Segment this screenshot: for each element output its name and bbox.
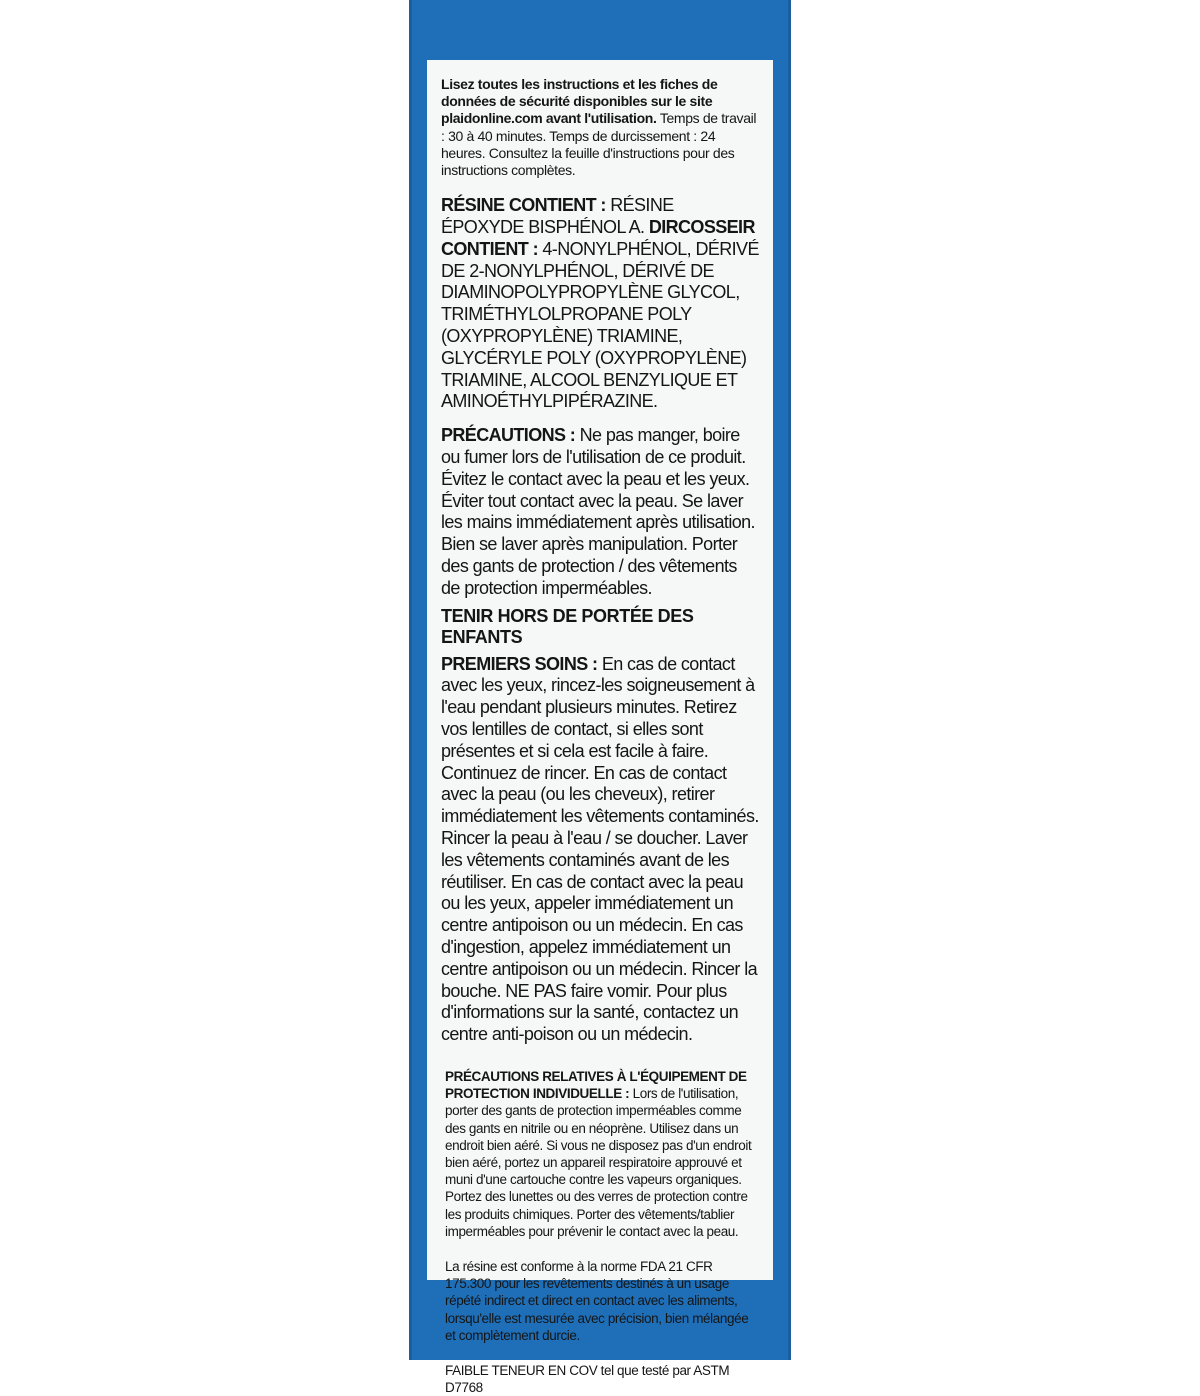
first-aid-label: PREMIERS SOINS : <box>441 653 598 674</box>
hardener-label: DIRCOSSEIR CONTIENT : <box>441 217 755 259</box>
precautions-text: Ne pas manger, boire ou fumer lors de l'utilisation de ce produit. Évitez le contact avec la peau et les yeux. Éviter tout contact avec la peau. Se laver les mains immédiatement après utilisation. Bien se laver après manipulation. Porter des gants de protection / des vêtements de protection imperméables. <box>441 425 755 598</box>
precautions-paragraph <box>441 425 759 599</box>
intro-text: Temps de travail : 30 à 40 minutes. Temps de durcissement : 24 heures. Consultez la feuille d'instructions pour des instructions complètes. <box>441 110 757 179</box>
resin-label: RÉSINE CONTIENT : <box>441 195 606 216</box>
ppe-paragraph <box>441 1068 759 1240</box>
intro-paragraph <box>441 76 759 179</box>
precautions-label: PRÉCAUTIONS : <box>441 425 576 446</box>
composition-paragraph <box>441 195 759 413</box>
voc-note: FAIBLE TENEUR EN COV tel que testé par ASTM D7768 <box>445 1362 730 1396</box>
ppe-label: PRÉCAUTIONS RELATIVES À L'ÉQUIPEMENT DE PROTECTION INDIVIDUELLE : <box>445 1068 747 1102</box>
ppe-text: Lors de l'utilisation, porter des gants de protection imperméables comme des gants en nitrile ou en néoprène. Utilisez dans un endroit bien aéré. Si vous ne disposez pas d'un endroit bien aéré, portez un appareil respiratoire approuvé et muni d'une cartouche contre les vapeurs organiques. Portez des lunettes ou des verres de protection contre les produits chimiques. Porter des vêtements/tablier imperméables pour prévenir le contact avec la peau. <box>445 1086 752 1239</box>
intro-bold: Lisez toutes les instructions et les fiches de données de sécurité disponibles sur le site plaidonline.com avant l'utilisation. <box>441 76 718 127</box>
first-aid-paragraph <box>441 654 759 1046</box>
fda-note: La résine est conforme à la norme FDA 21 CFR 175.300 pour les revêtements destinés à un usage répété indirect et direct en contact avec les aliments, lorsqu'elle est mesurée avec précision, bien mélangée et complètement durcie. <box>445 1258 749 1343</box>
resin-text: RÉSINE ÉPOXYDE BISPHÉNOL A. <box>441 195 674 238</box>
first-aid-text: En cas de contact avec les yeux, rincez-les soigneusement à l'eau pendant plusieurs minutes. Retirez vos lentilles de contact, si elles sont présentes et si cela est facile à faire. Continuez de rincer. En cas de contact avec la peau (ou les cheveux), retirer immédiatement les vêtements contaminés. Rincer la peau à l'eau / se doucher. Laver les vêtements contaminés avant de les réutiliser. En cas de contact avec la peau ou les yeux, appeler immédiatement un centre antipoison ou un médecin. En cas d'ingestion, appelez immédiatement un centre antipoison ou un médecin. Rincer la bouche. NE PAS faire vomir. Pour plus d'informations sur la santé, contactez un centre anti-poison ou un médecin. <box>441 653 759 1045</box>
instruction-label-panel <box>427 60 773 1396</box>
hardener-text: 4-NONYLPHÉNOL, DÉRIVÉ DE 2-NONYLPHÉNOL, DÉRIVÉ DE DIAMINOPOLYPROPYLÈNE GLYCOL, TRIMÉTHYLOLPROPANE POLY (OXYPROPYLÈNE) TRIAMINE, GLYCÉRYLE POLY (OXYPROPYLÈNE) TRIAMINE, ALCOOL BENZYLIQUE ET AMINOÉTHYLPIPÉRAZINE. <box>441 238 759 412</box>
keep-away-warning: TENIR HORS DE PORTÉE DES ENFANTS <box>441 605 694 647</box>
